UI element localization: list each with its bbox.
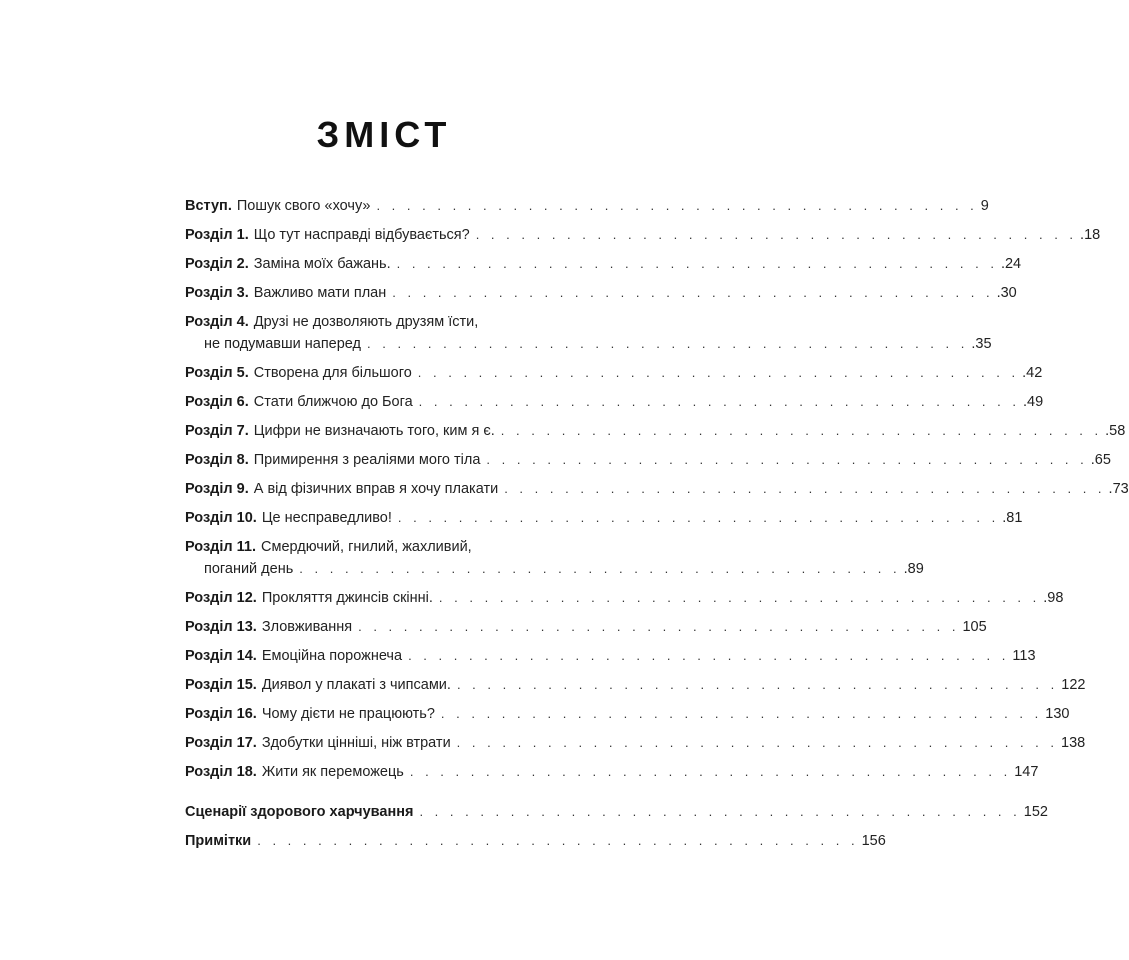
toc-entry	[185, 587, 1064, 609]
toc-extra-entry	[185, 830, 886, 852]
toc-entry	[185, 732, 1086, 754]
chapter-title: Важливо мати план	[253, 285, 387, 301]
dot-leader: . . . . . . . . . . . . . . . . . . . . . . . . . . . . . . . . . . . . . . . .	[438, 590, 1041, 605]
page-number: .98	[1043, 590, 1064, 606]
dot-leader: . . . . . . . . . . . . . . . . . . . . . . . . . . . . . . . . . . . . . . . .	[419, 804, 1021, 819]
chapter-title: Емоційна порожнеча	[261, 648, 403, 664]
dot-leader: . . . . . . . . . . . . . . . . . . . . . . . . . . . . . . . . . . . . . . . .	[392, 285, 994, 300]
chapter-label: Розділ 13.	[185, 619, 257, 635]
chapter-title: Примирення з реаліями мого тіла	[253, 452, 481, 468]
chapter-label: Розділ 11.	[185, 539, 257, 555]
chapter-label: Розділ 2.	[185, 256, 249, 272]
page-number: 113	[1012, 648, 1036, 664]
dot-leader: . . . . . . . . . . . . . . . . . . . . . . . . . . . . . . . . . . . . . . . .	[500, 423, 1103, 438]
chapter-title: Цифри не визначають того, ким я є.	[253, 423, 495, 439]
chapter-title: Жити як переможець	[261, 764, 404, 780]
chapter-label: Розділ 15.	[185, 677, 257, 693]
toc-entry	[185, 311, 992, 355]
page-number: .65	[1090, 452, 1111, 468]
toc-entry	[185, 507, 1023, 529]
page-title: ЗМІСТ	[316, 114, 452, 155]
page-number: 130	[1045, 706, 1070, 722]
dot-leader: . . . . . . . . . . . . . . . . . . . . . . . . . . . . . . . . . . . . . . . .	[396, 256, 998, 271]
toc-entry-line	[185, 311, 595, 333]
chapter-title: Створена для більшого	[253, 365, 412, 381]
toc-entry-line	[185, 536, 595, 558]
chapter-label: Розділ 6.	[185, 394, 249, 410]
toc-entry-line	[185, 195, 989, 217]
page-number: .49	[1023, 394, 1044, 410]
chapter-title: А від фізичних вправ я хочу плакати	[253, 481, 499, 497]
section-title: Примітки	[185, 833, 252, 849]
chapter-title: Друзі не дозволяють друзям їсти,	[253, 314, 479, 330]
dot-leader: . . . . . . . . . . . . . . . . . . . . . . . . . . . . . . . . . . . . . . . .	[440, 706, 1043, 721]
dot-leader: . . . . . . . . . . . . . . . . . . . . . . . . . . . . . . . . . . . . . . . .	[456, 735, 1059, 750]
chapter-title: Диявол у плакаті з чипсами.	[261, 677, 451, 693]
toc-entry-line	[185, 362, 1043, 384]
chapter-label: Розділ 16.	[185, 706, 257, 722]
page-number: 122	[1061, 677, 1086, 693]
page-number: 138	[1061, 735, 1086, 751]
toc-entry	[185, 645, 1036, 667]
chapter-label: Розділ 5.	[185, 365, 249, 381]
dot-leader: . . . . . . . . . . . . . . . . . . . . . . . . . . . . . . . . . . . . . . . .	[486, 452, 1088, 467]
dot-leader: . . . . . . . . . . . . . . . . . . . . . . . . . . . . . . . . . . . . . . . .	[358, 619, 960, 634]
chapter-title: Це несправедливо!	[261, 510, 392, 526]
toc-entry-line	[185, 224, 1101, 246]
toc-entry	[185, 391, 1044, 413]
chapter-title: Зловживання	[261, 619, 353, 635]
toc-entry-line	[185, 674, 1086, 696]
page-number: .42	[1022, 365, 1043, 381]
chapter-title: Заміна моїх бажань.	[253, 256, 391, 272]
page-number: .24	[1000, 256, 1022, 272]
chapter-title: поганий день	[204, 561, 294, 577]
chapter-label: Розділ 17.	[185, 735, 257, 751]
toc-entry-line	[185, 558, 924, 580]
toc-entry-line	[185, 282, 1017, 304]
toc-entry-line	[185, 761, 1039, 783]
toc-entry	[185, 195, 989, 217]
toc-entry	[185, 536, 924, 580]
toc-entry-line	[185, 732, 1086, 754]
toc-entry-line	[185, 616, 987, 638]
chapter-label: Розділ 9.	[185, 481, 249, 497]
chapter-label: Розділ 3.	[185, 285, 249, 301]
dot-leader: . . . . . . . . . . . . . . . . . . . . . . . . . . . . . . . . . . . . . . . .	[397, 510, 1000, 525]
chapter-title: Чому дієти не працюють?	[261, 706, 435, 722]
toc-entry-line	[185, 391, 1044, 413]
chapter-label: Розділ 18.	[185, 764, 257, 780]
toc-entry	[185, 224, 1101, 246]
chapter-title: Пошук свого «хочу»	[236, 198, 371, 214]
page-number: 156	[861, 833, 886, 849]
toc-entry	[185, 362, 1043, 384]
dot-leader: . . . . . . . . . . . . . . . . . . . . . . . . . . . . . . . . . . . . . . . .	[504, 481, 1106, 496]
toc-entry-line	[185, 830, 886, 852]
chapter-title: Здобутки цінніші, ніж втрати	[261, 735, 451, 751]
toc-entry	[185, 478, 1129, 500]
chapter-label: Розділ 10.	[185, 510, 257, 526]
dot-leader: . . . . . . . . . . . . . . . . . . . . . . . . . . . . . . . . . . . . . . . .	[299, 561, 901, 576]
page-number: 152	[1023, 804, 1048, 820]
chapter-label: Розділ 12.	[185, 590, 257, 606]
toc-entry	[185, 449, 1111, 471]
toc-entry-line	[185, 253, 1022, 275]
page-number: .58	[1105, 423, 1126, 439]
page-number: .18	[1080, 227, 1101, 243]
toc-entry	[185, 253, 1022, 275]
page-number: 105	[962, 619, 987, 635]
chapter-title: Прокляття джинсів скінні.	[261, 590, 433, 606]
toc-entry	[185, 674, 1086, 696]
page-number: 9	[980, 198, 989, 214]
page-number: .73	[1108, 481, 1129, 497]
toc-entry-line	[185, 478, 1129, 500]
toc-entry	[185, 616, 987, 638]
chapter-title: Що тут насправді відбувається?	[253, 227, 470, 243]
toc-entry-line	[185, 507, 1023, 529]
toc-entry	[185, 420, 1126, 442]
dot-leader: . . . . . . . . . . . . . . . . . . . . . . . . . . . . . . . . . . . . . . . .	[456, 677, 1059, 692]
toc-entry	[185, 282, 1017, 304]
table-of-contents	[185, 195, 1129, 852]
dot-leader: . . . . . . . . . . . . . . . . . . . . . . . . . . . . . . . . . . . . . . . .	[409, 764, 1012, 779]
toc-entry-line	[185, 587, 1064, 609]
toc-entry	[185, 761, 1039, 783]
dot-leader: . . . . . . . . . . . . . . . . . . . . . . . . . . . . . . . . . . . . . . . .	[417, 365, 1020, 380]
toc-entry-line	[185, 703, 1070, 725]
chapter-title: Стати ближчою до Бога	[253, 394, 413, 410]
toc-extra-entry	[185, 801, 1048, 823]
chapter-label: Розділ 7.	[185, 423, 249, 439]
toc-entry	[185, 703, 1070, 725]
dot-leader: . . . . . . . . . . . . . . . . . . . . . . . . . . . . . . . . . . . . . . . .	[475, 227, 1078, 242]
dot-leader: . . . . . . . . . . . . . . . . . . . . . . . . . . . . . . . . . . . . . . . .	[257, 833, 859, 848]
toc-entry-line	[185, 420, 1126, 442]
chapter-label: Вступ.	[185, 198, 232, 214]
dot-leader: . . . . . . . . . . . . . . . . . . . . . . . . . . . . . . . . . . . . . . . .	[408, 648, 1010, 663]
toc-entry-line	[185, 645, 1036, 667]
page-number: .35	[971, 336, 992, 352]
page-number: .89	[903, 561, 924, 577]
page-number: .81	[1002, 510, 1023, 526]
chapter-title: не подумавши наперед	[204, 336, 362, 352]
toc-entry-line	[185, 333, 992, 355]
chapter-label: Розділ 8.	[185, 452, 249, 468]
chapter-label: Розділ 4.	[185, 314, 249, 330]
dot-leader: . . . . . . . . . . . . . . . . . . . . . . . . . . . . . . . . . . . . . . . .	[376, 198, 978, 213]
dot-leader: . . . . . . . . . . . . . . . . . . . . . . . . . . . . . . . . . . . . . . . .	[418, 394, 1020, 409]
chapter-label: Розділ 14.	[185, 648, 257, 664]
section-title: Сценарії здорового харчування	[185, 804, 414, 820]
dot-leader: . . . . . . . . . . . . . . . . . . . . . . . . . . . . . . . . . . . . . . . .	[367, 336, 969, 351]
chapter-label: Розділ 1.	[185, 227, 249, 243]
toc-entry-line	[185, 449, 1111, 471]
toc-entry-line	[185, 801, 1048, 823]
page-number: .30	[996, 285, 1017, 301]
chapter-title: Смердючий, гнилий, жахливий,	[261, 539, 472, 555]
page-number: 147	[1014, 764, 1039, 780]
